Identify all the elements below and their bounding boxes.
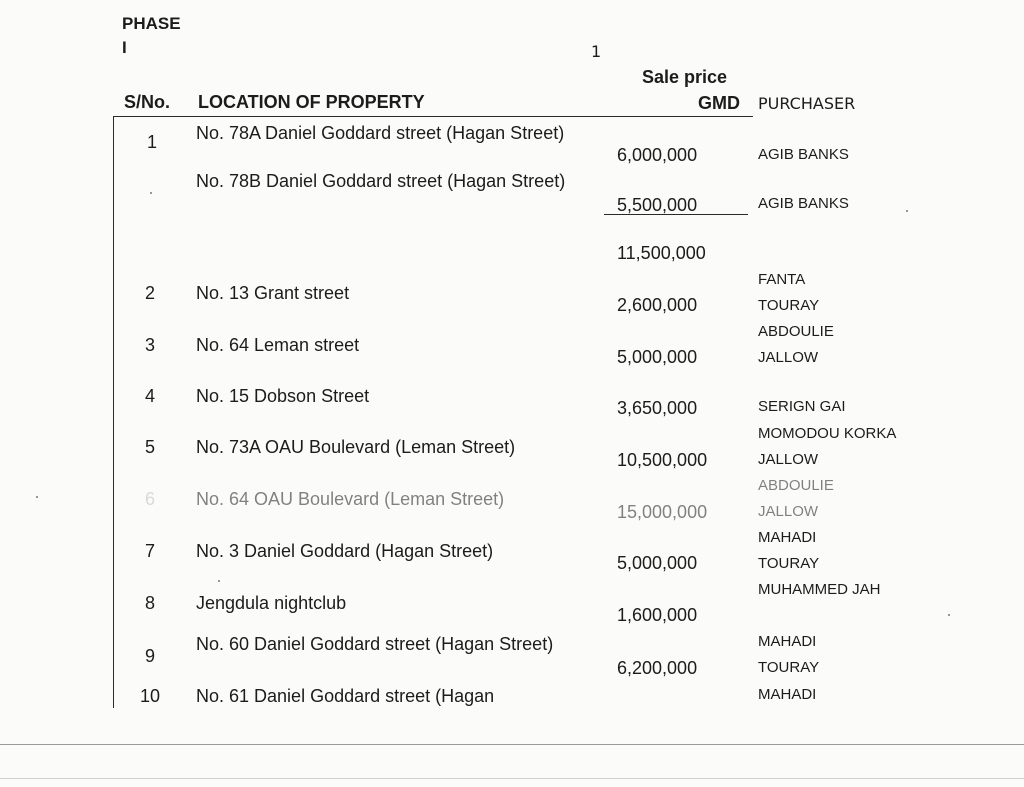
row-4-location: No. 15 Dobson Street — [196, 386, 370, 406]
row-1-price: 6,000,000 — [617, 145, 698, 165]
row-3-purchaser: ABDOULIE JALLOW — [758, 323, 834, 366]
scan-speck — [906, 210, 908, 212]
scan-speck — [218, 580, 220, 582]
row-2-price: 2,600,000 — [617, 295, 698, 315]
row-8-price: 1,600,000 — [617, 605, 698, 625]
row-3-location: No. 64 Leman street — [196, 335, 360, 355]
table-left-rule — [113, 116, 114, 708]
row-2-purchaser: FANTA TOURAY — [758, 271, 820, 314]
row-5-price: 10,500,000 — [617, 450, 708, 470]
row-10-sno: 10 — [139, 686, 161, 706]
row-6-location: No. 64 OAU Boulevard (Leman Street) — [196, 489, 505, 509]
row-5-sno: 5 — [144, 437, 155, 457]
header-sale-price: Sale price — [642, 67, 728, 87]
row-9-location: No. 60 Daniel Goddard street (Hagan Street) — [196, 634, 554, 654]
header-sno: S/No. — [124, 92, 171, 112]
row-9-sno: 9 — [144, 646, 155, 666]
row-1b-purchaser: AGIB BANKS — [758, 195, 849, 212]
row-7-location: No. 3 Daniel Goddard (Hagan Street) — [196, 541, 494, 561]
row-4-sno: 4 — [144, 386, 155, 406]
table-top-rule — [113, 116, 753, 117]
row-4-price: 3,650,000 — [617, 398, 698, 418]
row-2-location: No. 13 Grant street — [196, 283, 350, 303]
header-gmd: GMD — [698, 93, 740, 113]
row-1b-price: 5,500,000 — [617, 195, 698, 215]
row-7-price: 5,000,000 — [617, 553, 698, 573]
header-purchaser: PURCHASER — [758, 94, 856, 113]
row-9-price: 6,200,000 — [617, 658, 698, 678]
row-7-purchaser: MAHADI TOURAY — [758, 529, 820, 572]
row-3-price: 5,000,000 — [617, 347, 698, 367]
row-8-location: Jengdula nightclub — [196, 593, 347, 613]
row-2-sno: 2 — [144, 283, 155, 303]
row-1-sno: 1 — [146, 132, 157, 152]
row-9-purchaser: MAHADI TOURAY — [758, 633, 820, 676]
page-bottom-rule — [0, 744, 1024, 745]
scan-speck — [948, 614, 950, 616]
row-1-location: No. 78A Daniel Goddard street (Hagan Street) — [196, 123, 565, 143]
row-1b-location: No. 78B Daniel Goddard street (Hagan Street) — [196, 171, 566, 191]
row-10-purchaser: MAHADI — [758, 686, 817, 703]
row-8-sno: 8 — [144, 593, 155, 613]
row-5-purchaser: MOMODOU KORKA JALLOW — [758, 425, 896, 468]
scan-speck — [36, 496, 38, 498]
row-6-sno: 6 — [144, 489, 155, 509]
subtotal-price: 11,500,000 — [617, 243, 706, 263]
row-1-purchaser: AGIB BANKS — [758, 146, 849, 163]
row-4-purchaser: SERIGN GAI — [758, 398, 846, 415]
phase-numeral: I — [122, 38, 127, 57]
phase-label: PHASE — [122, 14, 181, 33]
header-location: LOCATION OF PROPERTY — [198, 92, 425, 112]
page-bottom-rule-faint — [0, 778, 1024, 779]
row-8-purchaser: MUHAMMED JAH — [758, 581, 881, 598]
row-3-sno: 3 — [144, 335, 155, 355]
page-number: 1 — [591, 42, 602, 61]
row-6-price: 15,000,000 — [617, 502, 708, 522]
row-7-sno: 7 — [144, 541, 155, 561]
row-5-location: No. 73A OAU Boulevard (Leman Street) — [196, 437, 516, 457]
row-6-purchaser: ABDOULIE JALLOW — [758, 477, 834, 520]
row-10-location: No. 61 Daniel Goddard street (Hagan — [196, 686, 495, 706]
scan-speck — [150, 192, 152, 194]
